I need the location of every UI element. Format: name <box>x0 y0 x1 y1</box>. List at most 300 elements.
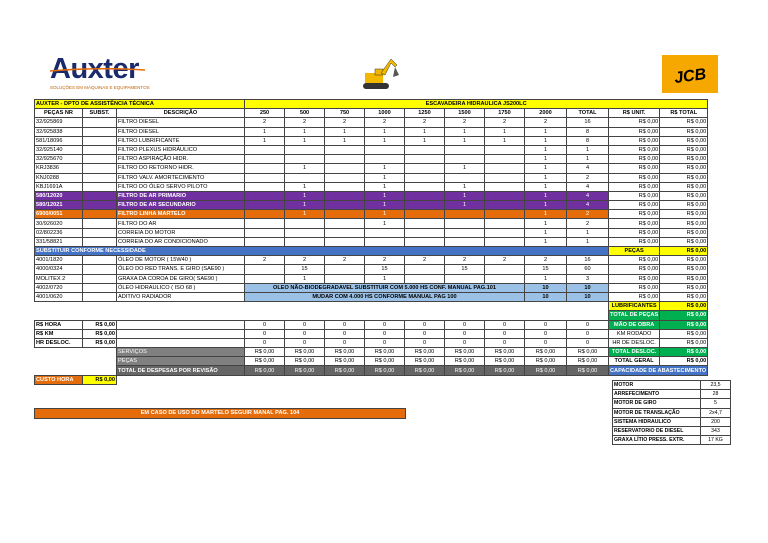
pecas_row-label[interactable]: PEÇAS <box>117 357 245 366</box>
interval-qty[interactable]: 1 <box>365 127 405 136</box>
interval-qty[interactable]: 1 <box>525 127 567 136</box>
interval-qty[interactable]: 1 <box>365 274 405 283</box>
interval-qty[interactable] <box>245 164 285 173</box>
rate-value[interactable]: R$ 0,00 <box>83 329 117 338</box>
capacidade-value[interactable]: 28 <box>701 390 731 399</box>
interval-qty[interactable]: 15 <box>445 265 485 274</box>
unit-price[interactable]: R$ 0,00 <box>609 274 660 283</box>
interval-qty[interactable] <box>445 219 485 228</box>
interval-qty[interactable]: 1 <box>445 201 485 210</box>
total-price[interactable]: R$ 0,00 <box>660 274 708 283</box>
money-cell[interactable]: R$ 0,00 <box>245 348 285 357</box>
interval-qty[interactable] <box>325 164 365 173</box>
interval-qty[interactable]: 1 <box>445 136 485 145</box>
total-price[interactable]: R$ 0,00 <box>660 145 708 154</box>
total-price[interactable]: R$ 0,00 <box>660 155 708 164</box>
part-subst[interactable] <box>83 283 117 292</box>
part-subst[interactable] <box>83 274 117 283</box>
interval-qty[interactable]: 1 <box>525 164 567 173</box>
interval-qty[interactable]: 2 <box>485 256 525 265</box>
row-total[interactable]: 10 <box>567 292 609 301</box>
summary-value[interactable]: R$ 0,00 <box>660 357 708 366</box>
zero-cell[interactable]: 0 <box>325 320 365 329</box>
interval-qty[interactable] <box>405 237 445 246</box>
money-cell[interactable]: R$ 0,00 <box>567 366 609 375</box>
interval-qty[interactable]: 1 <box>285 182 325 191</box>
interval-qty[interactable] <box>405 201 445 210</box>
money-cell[interactable]: R$ 0,00 <box>445 357 485 366</box>
part-subst[interactable] <box>83 292 117 301</box>
part-number[interactable]: 580/12020 <box>35 191 83 200</box>
interval-qty[interactable] <box>405 173 445 182</box>
interval-qty[interactable]: 1 <box>525 182 567 191</box>
interval-qty[interactable]: 10 <box>525 283 567 292</box>
part-description[interactable]: FILTRO DE AR PRIMARIO <box>117 191 245 200</box>
interval-qty[interactable] <box>325 201 365 210</box>
summary-label[interactable]: MÃO DE OBRA <box>609 320 660 329</box>
unit-price[interactable]: R$ 0,00 <box>609 164 660 173</box>
total-price[interactable]: R$ 0,00 <box>660 256 708 265</box>
unit-price[interactable]: R$ 0,00 <box>609 237 660 246</box>
summary-value[interactable]: R$ 0,00 <box>660 338 708 347</box>
part-number[interactable]: MOLITEX 2 <box>35 274 83 283</box>
part-description[interactable]: FILTRO LUBRIFICANTE <box>117 136 245 145</box>
interval-qty[interactable] <box>405 265 445 274</box>
part-number[interactable]: KRJ3836 <box>35 164 83 173</box>
part-description[interactable]: ADITIVO RADIADOR <box>117 292 245 301</box>
interval-qty[interactable]: 1 <box>245 127 285 136</box>
column-header[interactable]: DESCRIÇÃO <box>117 109 245 118</box>
part-description[interactable]: ÓLEO DO RED TRANS. E GIRO (SAE90 ) <box>117 265 245 274</box>
money-cell[interactable]: R$ 0,00 <box>525 366 567 375</box>
interval-qty[interactable]: 1 <box>525 219 567 228</box>
interval-qty[interactable] <box>485 182 525 191</box>
interval-qty[interactable]: 1 <box>285 210 325 219</box>
total-price[interactable]: R$ 0,00 <box>660 182 708 191</box>
interval-qty[interactable] <box>405 191 445 200</box>
zero-cell[interactable]: 0 <box>405 320 445 329</box>
interval-qty[interactable]: 1 <box>525 228 567 237</box>
zero-cell[interactable]: 0 <box>567 329 609 338</box>
part-subst[interactable] <box>83 182 117 191</box>
total-price[interactable]: R$ 0,00 <box>660 173 708 182</box>
interval-qty[interactable]: 2 <box>525 118 567 127</box>
interval-qty[interactable]: 1 <box>445 127 485 136</box>
interval-qty[interactable] <box>285 228 325 237</box>
interval-qty[interactable] <box>285 173 325 182</box>
capacidade-label[interactable]: ARREFECIMENTO <box>613 390 701 399</box>
interval-qty[interactable]: 1 <box>365 210 405 219</box>
interval-qty[interactable]: 1 <box>485 127 525 136</box>
zero-cell[interactable]: 0 <box>525 329 567 338</box>
interval-qty[interactable] <box>485 237 525 246</box>
column-header[interactable]: 750 <box>325 109 365 118</box>
interval-qty[interactable]: 1 <box>365 191 405 200</box>
part-number[interactable]: 6900/0051 <box>35 210 83 219</box>
part-subst[interactable] <box>83 155 117 164</box>
interval-qty[interactable] <box>245 145 285 154</box>
interval-qty[interactable] <box>445 274 485 283</box>
interval-qty[interactable]: 1 <box>285 201 325 210</box>
capacidade-value[interactable]: 200 <box>701 417 731 426</box>
zero-cell[interactable]: 0 <box>285 320 325 329</box>
interval-qty[interactable] <box>285 219 325 228</box>
interval-qty[interactable] <box>445 155 485 164</box>
summary-value[interactable]: R$ 0,00 <box>660 348 708 357</box>
interval-qty[interactable]: 1 <box>525 210 567 219</box>
interval-qty[interactable]: 1 <box>445 191 485 200</box>
part-description[interactable]: ÓLEO HIDRAULICO ( ISO 68 ) <box>117 283 245 292</box>
interval-qty[interactable]: 1 <box>365 164 405 173</box>
unit-price[interactable]: R$ 0,00 <box>609 265 660 274</box>
interval-qty[interactable] <box>325 182 365 191</box>
total-price[interactable]: R$ 0,00 <box>660 136 708 145</box>
part-number[interactable]: 32/925869 <box>35 118 83 127</box>
money-cell[interactable]: R$ 0,00 <box>525 348 567 357</box>
unit-price[interactable]: R$ 0,00 <box>609 292 660 301</box>
part-subst[interactable] <box>83 201 117 210</box>
unit-price[interactable]: R$ 0,00 <box>609 219 660 228</box>
interval-qty[interactable]: 1 <box>365 173 405 182</box>
part-description[interactable]: FILTRO DIESEL <box>117 118 245 127</box>
zero-cell[interactable]: 0 <box>245 320 285 329</box>
interval-qty[interactable] <box>485 173 525 182</box>
column-header[interactable]: 1500 <box>445 109 485 118</box>
capacidade-label[interactable]: MOTOR DE TRANSLAÇÃO <box>613 408 701 417</box>
total-price[interactable]: R$ 0,00 <box>660 164 708 173</box>
interval-qty[interactable]: 2 <box>405 118 445 127</box>
part-description[interactable]: FILTRO DO ÓLEO SERVO PILOTO <box>117 182 245 191</box>
interval-qty[interactable]: 15 <box>365 265 405 274</box>
rate-label[interactable]: R$ KM <box>35 329 83 338</box>
interval-qty[interactable]: 2 <box>567 210 609 219</box>
interval-qty[interactable]: 1 <box>525 201 567 210</box>
interval-qty[interactable]: 2 <box>285 118 325 127</box>
money-cell[interactable]: R$ 0,00 <box>365 366 405 375</box>
interval-qty[interactable] <box>245 274 285 283</box>
interval-qty[interactable] <box>445 237 485 246</box>
capacidade-label[interactable]: RESERVATORIO DE DIESEL <box>613 426 701 435</box>
interval-qty[interactable]: 4 <box>567 201 609 210</box>
interval-qty[interactable]: 2 <box>567 173 609 182</box>
part-description[interactable]: FILTRO VALV. AMORTECIMENTO <box>117 173 245 182</box>
interval-qty[interactable] <box>245 265 285 274</box>
money-cell[interactable]: R$ 0,00 <box>285 348 325 357</box>
interval-qty[interactable]: 8 <box>567 127 609 136</box>
total-price[interactable]: R$ 0,00 <box>660 237 708 246</box>
part-subst[interactable] <box>83 136 117 145</box>
interval-qty[interactable] <box>245 182 285 191</box>
interval-qty[interactable] <box>485 265 525 274</box>
total-price[interactable]: R$ 0,00 <box>660 265 708 274</box>
interval-qty[interactable]: 15 <box>525 265 567 274</box>
interval-qty[interactable]: 1 <box>245 136 285 145</box>
zero-cell[interactable]: 0 <box>525 338 567 347</box>
part-number[interactable]: 32/925140 <box>35 145 83 154</box>
part-subst[interactable] <box>83 145 117 154</box>
interval-qty[interactable] <box>405 210 445 219</box>
money-cell[interactable]: R$ 0,00 <box>405 348 445 357</box>
interval-qty[interactable] <box>245 219 285 228</box>
zero-cell[interactable]: 0 <box>245 338 285 347</box>
column-header[interactable]: R$ UNIT. <box>609 109 660 118</box>
interval-qty[interactable] <box>325 173 365 182</box>
money-cell[interactable]: R$ 0,00 <box>325 357 365 366</box>
column-header[interactable]: 1000 <box>365 109 405 118</box>
part-description[interactable]: CORREIA DO AR CONDICIONADO <box>117 237 245 246</box>
part-number[interactable]: 4001/0620 <box>35 292 83 301</box>
interval-qty[interactable]: 2 <box>567 219 609 228</box>
zero-cell[interactable]: 0 <box>365 338 405 347</box>
unit-price[interactable]: R$ 0,00 <box>609 283 660 292</box>
zero-cell[interactable]: 0 <box>285 329 325 338</box>
money-cell[interactable]: R$ 0,00 <box>485 348 525 357</box>
interval-qty[interactable] <box>245 210 285 219</box>
interval-qty[interactable]: 2 <box>445 256 485 265</box>
column-header[interactable]: PEÇAS NR <box>35 109 83 118</box>
summary-label[interactable]: TOTAL DESLOC. <box>609 348 660 357</box>
interval-qty[interactable]: 1 <box>567 228 609 237</box>
interval-qty[interactable]: 1 <box>285 274 325 283</box>
capacidade-value[interactable]: 2x4,7 <box>701 408 731 417</box>
interval-qty[interactable] <box>325 274 365 283</box>
interval-qty[interactable] <box>325 228 365 237</box>
interval-qty[interactable] <box>285 145 325 154</box>
total-price[interactable]: R$ 0,00 <box>660 292 708 301</box>
interval-qty[interactable]: 4 <box>567 182 609 191</box>
capacidade-value[interactable]: 343 <box>701 426 731 435</box>
interval-qty[interactable]: 1 <box>445 182 485 191</box>
interval-qty[interactable] <box>245 201 285 210</box>
interval-qty[interactable]: 16 <box>567 118 609 127</box>
part-description[interactable]: FILTRO DO RETORNO HIDR. <box>117 164 245 173</box>
interval-qty[interactable]: 1 <box>525 191 567 200</box>
interval-qty[interactable] <box>365 145 405 154</box>
part-number[interactable]: 581/18096 <box>35 136 83 145</box>
interval-qty[interactable]: 15 <box>285 265 325 274</box>
interval-qty[interactable]: 1 <box>365 136 405 145</box>
part-subst[interactable] <box>83 265 117 274</box>
oil-note[interactable]: MUDAR COM 4.000 HS CONFORME MANUAL PAG 100 <box>245 292 525 301</box>
interval-qty[interactable]: 1 <box>405 127 445 136</box>
interval-qty[interactable]: 4 <box>567 164 609 173</box>
zero-cell[interactable]: 0 <box>405 338 445 347</box>
zero-cell[interactable]: 0 <box>365 320 405 329</box>
money-cell[interactable]: R$ 0,00 <box>445 366 485 375</box>
interval-qty[interactable]: 1 <box>285 191 325 200</box>
interval-qty[interactable] <box>325 145 365 154</box>
part-subst[interactable] <box>83 237 117 246</box>
part-description[interactable]: FILTRO ASPIRAÇÃO HIDR. <box>117 155 245 164</box>
zero-cell[interactable]: 0 <box>365 329 405 338</box>
total-price[interactable]: R$ 0,00 <box>660 228 708 237</box>
unit-price[interactable]: R$ 0,00 <box>609 127 660 136</box>
lubrificantes-label[interactable]: LUBRIFICANTES <box>609 302 660 311</box>
interval-qty[interactable]: 2 <box>525 256 567 265</box>
summary-label[interactable]: KM RODADO <box>609 329 660 338</box>
part-number[interactable]: 4002/0720 <box>35 283 83 292</box>
part-number[interactable]: 30/926020 <box>35 219 83 228</box>
pecas-label[interactable]: PEÇAS <box>609 247 660 256</box>
column-header[interactable]: 500 <box>285 109 325 118</box>
zero-cell[interactable]: 0 <box>445 320 485 329</box>
interval-qty[interactable] <box>245 237 285 246</box>
column-header[interactable]: 1250 <box>405 109 445 118</box>
interval-qty[interactable]: 1 <box>485 136 525 145</box>
interval-qty[interactable] <box>365 228 405 237</box>
total-price[interactable]: R$ 0,00 <box>660 127 708 136</box>
money-cell[interactable]: R$ 0,00 <box>325 366 365 375</box>
column-header[interactable]: TOTAL <box>567 109 609 118</box>
part-number[interactable]: KBJ1691A <box>35 182 83 191</box>
company-title[interactable]: AUXTER - DPTO DE ASSISTÊNCIA TÉCNICA <box>35 100 245 109</box>
interval-qty[interactable]: 1 <box>445 164 485 173</box>
interval-qty[interactable] <box>405 164 445 173</box>
unit-price[interactable]: R$ 0,00 <box>609 173 660 182</box>
zero-cell[interactable]: 0 <box>567 320 609 329</box>
interval-qty[interactable]: 1 <box>567 237 609 246</box>
zero-cell[interactable]: 0 <box>485 338 525 347</box>
interval-qty[interactable] <box>445 228 485 237</box>
capacidade-label[interactable]: MOTOR <box>613 381 701 390</box>
interval-qty[interactable] <box>245 155 285 164</box>
rate-value[interactable]: R$ 0,00 <box>83 320 117 329</box>
interval-qty[interactable]: 4 <box>567 191 609 200</box>
column-header[interactable]: 1750 <box>485 109 525 118</box>
unit-price[interactable]: R$ 0,00 <box>609 256 660 265</box>
interval-qty[interactable]: 1 <box>285 164 325 173</box>
interval-qty[interactable]: 2 <box>245 118 285 127</box>
interval-qty[interactable] <box>365 237 405 246</box>
interval-qty[interactable]: 2 <box>365 256 405 265</box>
money-cell[interactable]: R$ 0,00 <box>245 357 285 366</box>
part-description[interactable]: CORREIA DO MOTOR <box>117 228 245 237</box>
interval-qty[interactable]: 1 <box>325 127 365 136</box>
part-subst[interactable] <box>83 228 117 237</box>
rate-value[interactable]: R$ 0,00 <box>83 338 117 347</box>
interval-qty[interactable] <box>485 155 525 164</box>
interval-qty[interactable]: 1 <box>525 155 567 164</box>
capacidade-value[interactable]: 17 KG <box>701 436 731 445</box>
unit-price[interactable]: R$ 0,00 <box>609 210 660 219</box>
part-subst[interactable] <box>83 191 117 200</box>
part-subst[interactable] <box>83 118 117 127</box>
interval-qty[interactable] <box>445 145 485 154</box>
capacidade-label[interactable]: GRAXA LÍTIO PRESS. EXTR. <box>613 436 701 445</box>
interval-qty[interactable]: 2 <box>445 118 485 127</box>
interval-qty[interactable] <box>325 191 365 200</box>
part-number[interactable]: 32/925670 <box>35 155 83 164</box>
unit-price[interactable]: R$ 0,00 <box>609 118 660 127</box>
subst-header[interactable]: SUBSTITUIR CONFORME NECESSIDADE <box>35 247 609 256</box>
summary-value[interactable]: R$ 0,00 <box>660 329 708 338</box>
money-cell[interactable]: R$ 0,00 <box>285 357 325 366</box>
interval-qty[interactable] <box>485 274 525 283</box>
interval-qty[interactable]: 2 <box>325 118 365 127</box>
interval-qty[interactable] <box>485 210 525 219</box>
money-cell[interactable]: R$ 0,00 <box>285 366 325 375</box>
total-price[interactable]: R$ 0,00 <box>660 118 708 127</box>
total-price[interactable]: R$ 0,00 <box>660 210 708 219</box>
money-cell[interactable]: R$ 0,00 <box>567 348 609 357</box>
total-price[interactable]: R$ 0,00 <box>660 283 708 292</box>
servicos-label[interactable]: SERVIÇOS <box>117 348 245 357</box>
part-description[interactable]: FILTRO DO AR <box>117 219 245 228</box>
summary-value[interactable]: R$ 0,00 <box>660 320 708 329</box>
interval-qty[interactable] <box>485 201 525 210</box>
interval-qty[interactable]: 1 <box>525 173 567 182</box>
part-description[interactable]: ÓLEO DE MOTOR ( 15W40 ) <box>117 256 245 265</box>
despesas-label[interactable]: TOTAL DE DESPESAS POR REVISÃO <box>117 366 245 375</box>
money-cell[interactable]: R$ 0,00 <box>325 348 365 357</box>
part-number[interactable]: 32/925838 <box>35 127 83 136</box>
zero-cell[interactable]: 0 <box>485 320 525 329</box>
zero-cell[interactable]: 0 <box>245 329 285 338</box>
interval-qty[interactable] <box>285 237 325 246</box>
zero-cell[interactable]: 0 <box>325 338 365 347</box>
total-pecas-value[interactable]: R$ 0,00 <box>660 311 708 320</box>
interval-qty[interactable] <box>325 210 365 219</box>
summary-label[interactable]: TOTAL GERAL <box>609 357 660 366</box>
interval-qty[interactable]: 1 <box>285 136 325 145</box>
capacidade-label[interactable]: MOTOR DE GIRO <box>613 399 701 408</box>
part-description[interactable]: FILTRO DE AR SECUNDARIO <box>117 201 245 210</box>
oil-note[interactable]: OLEO NÃO-BIODEGRADAVEL SUBSTITUIR COM 5.000 HS CONF. MANUAL PAG.101 <box>245 283 525 292</box>
custo-hora-label[interactable]: CUSTO HORA <box>35 375 83 384</box>
part-number[interactable]: 331/58821 <box>35 237 83 246</box>
total-pecas-label[interactable]: TOTAL DE PEÇAS <box>610 312 659 319</box>
interval-qty[interactable] <box>445 173 485 182</box>
part-description[interactable]: FILTRO PLEXUS HIDRÁULICO <box>117 145 245 154</box>
zero-cell[interactable]: 0 <box>285 338 325 347</box>
column-header[interactable]: SUBST. <box>83 109 117 118</box>
interval-qty[interactable]: 1 <box>525 274 567 283</box>
column-header[interactable]: R$ TOTAL <box>660 109 708 118</box>
interval-qty[interactable]: 1 <box>365 201 405 210</box>
money-cell[interactable]: R$ 0,00 <box>365 357 405 366</box>
total-price[interactable]: R$ 0,00 <box>660 219 708 228</box>
zero-cell[interactable]: 0 <box>485 329 525 338</box>
money-cell[interactable]: R$ 0,00 <box>525 357 567 366</box>
interval-qty[interactable]: 2 <box>405 256 445 265</box>
interval-qty[interactable]: 2 <box>365 118 405 127</box>
interval-qty[interactable] <box>485 219 525 228</box>
interval-qty[interactable] <box>365 155 405 164</box>
unit-price[interactable]: R$ 0,00 <box>609 136 660 145</box>
zero-cell[interactable]: 0 <box>525 320 567 329</box>
interval-qty[interactable]: 1 <box>525 136 567 145</box>
interval-qty[interactable]: 1 <box>525 237 567 246</box>
total-price[interactable]: R$ 0,00 <box>660 201 708 210</box>
part-number[interactable]: KNJ0288 <box>35 173 83 182</box>
lubrificantes-value[interactable]: R$ 0,00 <box>660 302 708 311</box>
custo-hora-value[interactable]: R$ 0,00 <box>83 375 117 384</box>
interval-qty[interactable] <box>485 191 525 200</box>
unit-price[interactable]: R$ 0,00 <box>609 228 660 237</box>
interval-qty[interactable]: 10 <box>525 292 567 301</box>
unit-price[interactable]: R$ 0,00 <box>609 145 660 154</box>
interval-qty[interactable] <box>445 210 485 219</box>
zero-cell[interactable]: 0 <box>567 338 609 347</box>
interval-qty[interactable]: 2 <box>285 256 325 265</box>
interval-qty[interactable]: 1 <box>325 136 365 145</box>
part-subst[interactable] <box>83 256 117 265</box>
interval-qty[interactable]: 1 <box>525 145 567 154</box>
part-description[interactable]: FILTRO LINHA MARTELO <box>117 210 245 219</box>
rate-label[interactable]: HR DESLOC. <box>35 338 83 347</box>
interval-qty[interactable] <box>245 191 285 200</box>
interval-qty[interactable]: 2 <box>245 256 285 265</box>
